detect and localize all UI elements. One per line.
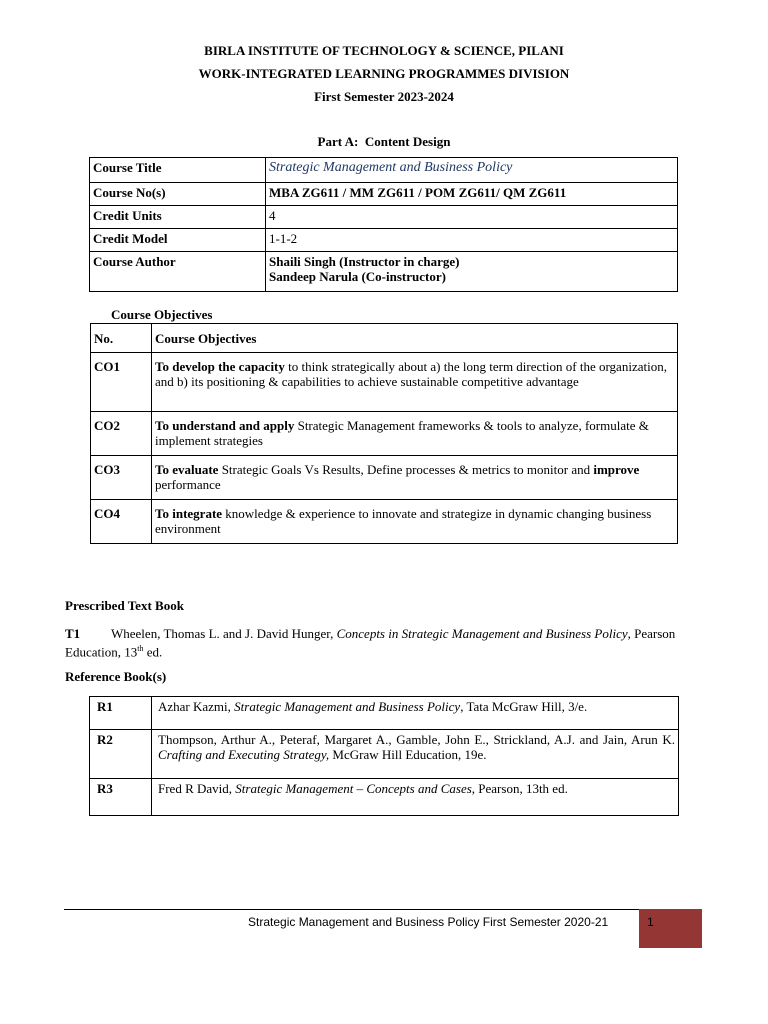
table-row [90, 779, 679, 816]
reference-text [152, 697, 679, 730]
course-title-value: Strategic Management and Business Policy [266, 158, 678, 183]
credit-model-label: Credit Model [90, 229, 266, 252]
credit-units-value: 4 [266, 206, 678, 229]
reference-pre: Fred R David, [158, 781, 236, 796]
table-row [91, 412, 678, 456]
textbook-authors: Wheelen, Thomas L. and J. David Hunger, [111, 626, 337, 641]
page-number-box [639, 909, 702, 948]
references-heading: Reference Book(s) [65, 669, 167, 684]
reference-title: Strategic Management – Concepts and Cases [235, 781, 472, 796]
course-author-label: Course Author [90, 252, 266, 292]
objective-body: Strategic Goals Vs Results, Define processes & metrics to monitor and [218, 462, 594, 477]
objective-body-end: performance [155, 477, 221, 492]
textbook-title: Concepts in Strategic Management and Business Policy [336, 626, 628, 641]
reference-pre: Azhar Kazmi, [158, 699, 235, 714]
author-line-1: Shaili Singh (Instructor in charge) [269, 254, 460, 269]
division-name: WORK-INTEGRATED LEARNING PROGRAMMES DIVISION [198, 66, 570, 81]
objective-text [152, 456, 678, 500]
semester-label: First Semester 2023-2024 [314, 89, 454, 104]
objective-body: to think strategically about a) the long term direction of the organization, and b) its positioning & capabilities to achieve sustainable competitive advantage [155, 359, 667, 389]
textbook-edition: ed. [143, 644, 163, 660]
credit-units-label: Credit Units [90, 206, 266, 229]
objective-text [152, 412, 678, 456]
course-no-label: Course No(s) [90, 183, 266, 206]
reference-post: , Pearson, 13th ed. [471, 781, 568, 796]
reference-post: McGraw Hill Education, 19e. [329, 747, 487, 762]
objectives-table [90, 323, 678, 544]
table-row [90, 730, 679, 779]
part-heading: Part A: Content Design [317, 134, 451, 149]
reference-id: R3 [90, 779, 152, 816]
table-row [90, 697, 679, 730]
objectives-heading: Course Objectives [111, 307, 213, 322]
objective-body: knowledge & experience to innovate and strategize in dynamic changing business environment [155, 506, 652, 536]
objective-id: CO2 [91, 412, 152, 456]
table-row [91, 353, 678, 412]
course-no-value: MBA ZG611 / MM ZG611 / POM ZG611/ QM ZG611 [266, 183, 678, 206]
course-author-value [266, 252, 678, 292]
textbook-publisher: , Pearson Education, 13 [65, 626, 676, 660]
objective-text [152, 353, 678, 412]
table-row [91, 456, 678, 500]
reference-text [152, 730, 679, 779]
reference-post: , Tata McGraw Hill, 3/e. [460, 699, 588, 714]
objectives-col-no: No. [91, 324, 152, 353]
footer-text: Strategic Management and Business Policy First Semester 2020-21 [248, 915, 609, 929]
textbook-id: T1 [65, 626, 81, 641]
objective-body: Strategic Management frameworks & tools to analyze, formulate & implement strategies [155, 418, 649, 448]
reference-pre: Thompson, Arthur A., Peteraf, Margaret A., Gamble, John E., Strickland, A.J. and Jain, Arun K. [158, 732, 675, 747]
course-title-label: Course Title [90, 158, 266, 183]
objective-lead: To develop the capacity [155, 359, 285, 374]
institute-name: BIRLA INSTITUTE OF TECHNOLOGY & SCIENCE, PILANI [204, 43, 564, 58]
page-number: 1 [647, 915, 654, 929]
objectives-col-objectives: Course Objectives [152, 324, 678, 353]
reference-id: R1 [90, 697, 152, 730]
table-row [91, 500, 678, 544]
reference-text [152, 779, 679, 816]
textbook-entry [65, 626, 685, 659]
credit-model-value: 1-1-2 [266, 229, 678, 252]
reference-id: R2 [90, 730, 152, 779]
textbook-sup: th [137, 644, 144, 653]
objective-id: CO4 [91, 500, 152, 544]
reference-title: Strategic Management and Business Policy [234, 699, 461, 714]
references-table [89, 696, 679, 816]
objective-id: CO1 [91, 353, 152, 412]
objective-emphasis: improve [593, 462, 640, 477]
textbook-heading: Prescribed Text Book [65, 598, 184, 613]
author-line-2: Sandeep Narula (Co-instructor) [269, 269, 446, 284]
objective-lead: To integrate [155, 506, 223, 521]
objective-lead: To evaluate [155, 462, 219, 477]
objective-id: CO3 [91, 456, 152, 500]
footer-rule [64, 909, 639, 910]
course-info-table [89, 157, 678, 292]
objective-text [152, 500, 678, 544]
objective-lead: To understand and apply [155, 418, 295, 433]
reference-title: Crafting and Executing Strategy, [158, 747, 330, 762]
